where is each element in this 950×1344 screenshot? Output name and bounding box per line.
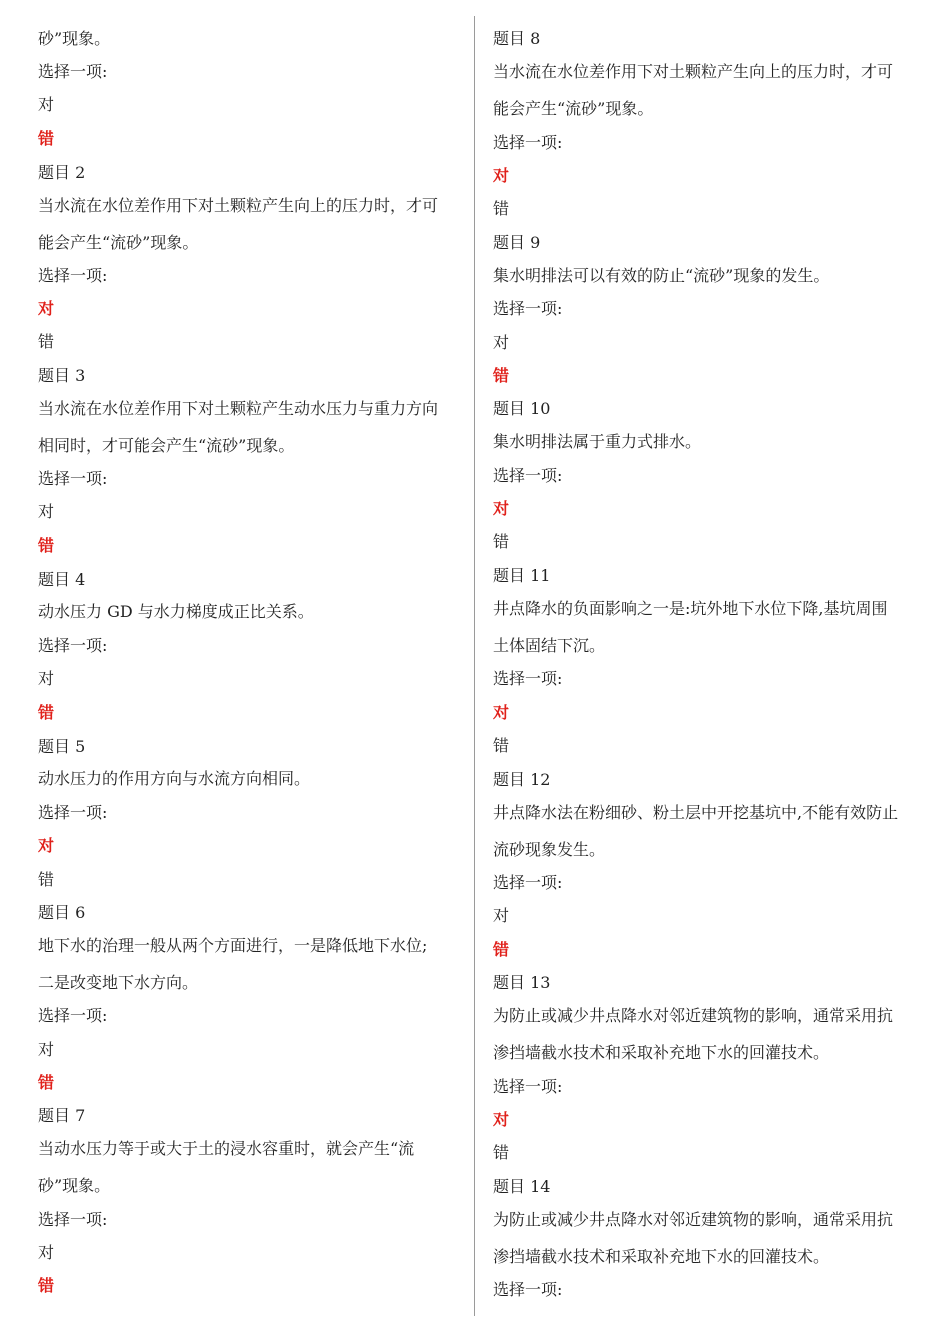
correct-answer-option: 对 bbox=[38, 836, 55, 855]
choice-prompt: 选择一项: bbox=[493, 873, 563, 892]
choice-prompt: 选择一项: bbox=[38, 1210, 108, 1229]
question-text: 流砂现象发生。 bbox=[493, 840, 606, 859]
answer-option: 对 bbox=[493, 906, 510, 925]
answer-option: 错 bbox=[493, 532, 510, 551]
question-text: 能会产生“流砂”现象。 bbox=[493, 99, 654, 118]
answer-option: 对 bbox=[38, 1243, 55, 1262]
choice-prompt: 选择一项: bbox=[493, 1280, 563, 1299]
choice-prompt: 选择一项: bbox=[493, 299, 563, 318]
question-text: 当水流在水位差作用下对土颗粒产生向上的压力时，才可 bbox=[493, 62, 894, 81]
answer-option: 对 bbox=[38, 502, 55, 521]
question-heading: 题目 4 bbox=[38, 570, 86, 589]
choice-prompt: 选择一项: bbox=[38, 636, 108, 655]
question-heading: 题目 10 bbox=[493, 399, 551, 418]
choice-prompt: 选择一项: bbox=[493, 669, 563, 688]
correct-answer-option: 错 bbox=[38, 1073, 55, 1092]
correct-answer-option: 对 bbox=[493, 703, 510, 722]
question-text: 为防止或减少井点降水对邻近建筑物的影响，通常采用抗 bbox=[493, 1210, 894, 1229]
question-heading: 题目 11 bbox=[493, 566, 551, 585]
correct-answer-option: 对 bbox=[493, 499, 510, 518]
choice-prompt: 选择一项: bbox=[38, 266, 108, 285]
correct-answer-option: 错 bbox=[38, 703, 55, 722]
answer-option: 错 bbox=[493, 199, 510, 218]
correct-answer-option: 错 bbox=[493, 366, 510, 385]
answer-option: 对 bbox=[38, 669, 55, 688]
question-heading: 题目 3 bbox=[38, 366, 86, 385]
answer-option: 对 bbox=[38, 95, 55, 114]
question-text: 当水流在水位差作用下对土颗粒产生向上的压力时，才可 bbox=[38, 196, 439, 215]
question-heading: 题目 5 bbox=[38, 737, 86, 756]
question-text: 集水明排法属于重力式排水。 bbox=[493, 432, 702, 451]
answer-option: 错 bbox=[493, 736, 510, 755]
question-heading: 题目 6 bbox=[38, 903, 86, 922]
choice-prompt: 选择一项: bbox=[493, 133, 563, 152]
question-text: 砂”现象。 bbox=[38, 1176, 111, 1195]
question-text: 相同时，才可能会产生“流砂”现象。 bbox=[38, 436, 295, 455]
choice-prompt: 选择一项: bbox=[38, 62, 108, 81]
answer-option: 错 bbox=[493, 1143, 510, 1162]
correct-answer-option: 对 bbox=[493, 1110, 510, 1129]
question-heading: 题目 7 bbox=[38, 1106, 86, 1125]
answer-option: 对 bbox=[493, 333, 510, 352]
question-text: 砂”现象。 bbox=[38, 29, 111, 48]
question-heading: 题目 8 bbox=[493, 29, 541, 48]
question-text: 为防止或减少井点降水对邻近建筑物的影响，通常采用抗 bbox=[493, 1006, 894, 1025]
question-text: 动水压力 GD 与水力梯度成正比关系。 bbox=[38, 602, 314, 621]
question-text: 当动水压力等于或大于土的浸水容重时，就会产生“流 bbox=[38, 1139, 415, 1158]
question-text: 井点降水法在粉细砂、粉土层中开挖基坑中,不能有效防止 bbox=[493, 803, 899, 822]
question-text: 渗挡墙截水技术和采取补充地下水的回灌技术。 bbox=[493, 1043, 830, 1062]
question-text: 动水压力的作用方向与水流方向相同。 bbox=[38, 769, 311, 788]
question-text: 集水明排法可以有效的防止“流砂”现象的发生。 bbox=[493, 266, 830, 285]
choice-prompt: 选择一项: bbox=[493, 1077, 563, 1096]
correct-answer-option: 错 bbox=[38, 536, 55, 555]
question-text: 当水流在水位差作用下对土颗粒产生动水压力与重力方向 bbox=[38, 399, 439, 418]
correct-answer-option: 对 bbox=[38, 299, 55, 318]
choice-prompt: 选择一项: bbox=[493, 466, 563, 485]
column-divider bbox=[474, 16, 475, 1316]
question-text: 渗挡墙截水技术和采取补充地下水的回灌技术。 bbox=[493, 1247, 830, 1266]
question-heading: 题目 14 bbox=[493, 1177, 551, 1196]
correct-answer-option: 错 bbox=[38, 1276, 55, 1295]
correct-answer-option: 对 bbox=[493, 166, 510, 185]
answer-option: 错 bbox=[38, 870, 55, 889]
question-text: 井点降水的负面影响之一是:坑外地下水位下降,基坑周围 bbox=[493, 599, 888, 618]
choice-prompt: 选择一项: bbox=[38, 469, 108, 488]
question-heading: 题目 13 bbox=[493, 973, 551, 992]
correct-answer-option: 错 bbox=[38, 129, 55, 148]
question-heading: 题目 12 bbox=[493, 770, 551, 789]
question-text: 土体固结下沉。 bbox=[493, 636, 606, 655]
choice-prompt: 选择一项: bbox=[38, 803, 108, 822]
question-text: 地下水的治理一般从两个方面进行，一是降低地下水位; bbox=[38, 936, 428, 955]
question-text: 能会产生“流砂”现象。 bbox=[38, 233, 199, 252]
question-text: 二是改变地下水方向。 bbox=[38, 973, 199, 992]
question-heading: 题目 2 bbox=[38, 163, 86, 182]
choice-prompt: 选择一项: bbox=[38, 1006, 108, 1025]
answer-option: 对 bbox=[38, 1040, 55, 1059]
correct-answer-option: 错 bbox=[493, 940, 510, 959]
answer-option: 错 bbox=[38, 332, 55, 351]
question-heading: 题目 9 bbox=[493, 233, 541, 252]
